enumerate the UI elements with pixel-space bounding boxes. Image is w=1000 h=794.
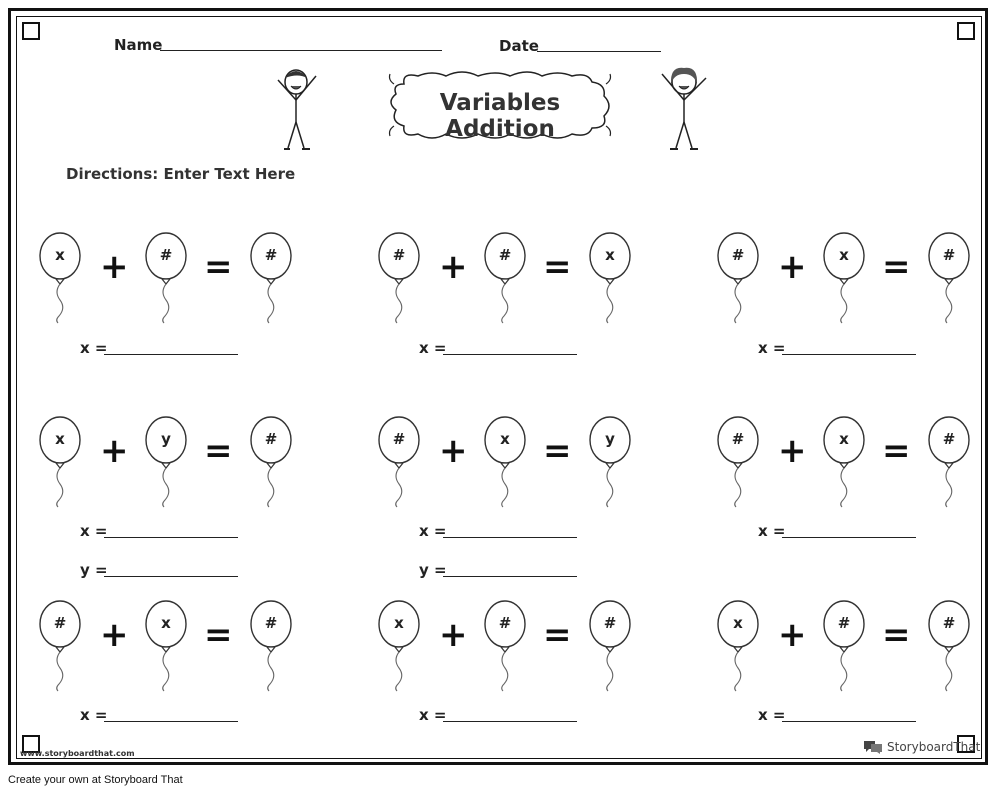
balloon-term: y	[605, 430, 615, 448]
equals-sign: =	[882, 431, 911, 471]
stick-figure-boy-icon	[268, 64, 324, 154]
balloon-term: #	[392, 246, 406, 264]
balloon-term: x	[55, 246, 65, 264]
balloon-term: x	[839, 430, 849, 448]
answer-blank[interactable]	[443, 354, 577, 355]
balloon-icon	[483, 600, 527, 696]
balloon-icon	[249, 600, 293, 696]
balloon-icon	[716, 416, 760, 512]
brand-name: StoryboardThat	[887, 740, 981, 754]
balloon-icon	[144, 600, 188, 696]
balloon-icon	[377, 416, 421, 512]
balloon-icon	[716, 232, 760, 328]
corner-square-top-right	[957, 22, 975, 40]
date-label: Date	[499, 37, 539, 55]
title-banner	[382, 66, 618, 144]
footer-caption: Create your own at Storyboard That	[8, 774, 183, 786]
balloon-icon	[716, 600, 760, 696]
plus-sign: +	[100, 431, 129, 471]
corner-square-top-left	[22, 22, 40, 40]
balloon-icon	[144, 232, 188, 328]
balloon-term: #	[942, 246, 956, 264]
equals-sign: =	[543, 247, 572, 287]
plus-sign: +	[439, 431, 468, 471]
balloon-icon	[377, 600, 421, 696]
balloon-icon	[588, 232, 632, 328]
balloon-term: x	[55, 430, 65, 448]
equals-sign: =	[882, 247, 911, 287]
answer-blank[interactable]	[104, 354, 238, 355]
plus-sign: +	[439, 247, 468, 287]
balloon-icon	[38, 232, 82, 328]
balloon-icon	[588, 416, 632, 512]
balloon-term: y	[161, 430, 171, 448]
balloon-icon	[822, 232, 866, 328]
balloon-term: #	[53, 614, 67, 632]
balloon-icon	[822, 600, 866, 696]
page-title: Variables Addition	[439, 90, 561, 142]
balloon-term: #	[498, 614, 512, 632]
answer-blank[interactable]	[782, 537, 916, 538]
plus-sign: +	[439, 615, 468, 655]
answer-blank[interactable]	[104, 721, 238, 722]
name-field[interactable]	[160, 50, 442, 51]
balloon-term: #	[837, 614, 851, 632]
balloon-term: x	[839, 246, 849, 264]
balloon-icon	[927, 416, 971, 512]
equals-sign: =	[882, 615, 911, 655]
plus-sign: +	[100, 615, 129, 655]
balloon-icon	[249, 232, 293, 328]
equals-sign: =	[204, 247, 233, 287]
answer-label: x =	[80, 522, 108, 540]
balloon-icon	[38, 416, 82, 512]
balloon-term: #	[159, 246, 173, 264]
answer-blank[interactable]	[443, 576, 577, 577]
balloon-term: #	[942, 614, 956, 632]
site-url-small: www.storyboardthat.com	[20, 749, 135, 758]
answer-label: x =	[758, 339, 786, 357]
balloon-term: #	[498, 246, 512, 264]
answer-label: x =	[419, 339, 447, 357]
speech-bubble-logo-icon	[862, 740, 884, 754]
balloon-term: #	[264, 430, 278, 448]
balloon-icon	[483, 416, 527, 512]
answer-label: x =	[80, 339, 108, 357]
date-field[interactable]	[537, 51, 661, 52]
balloon-icon	[822, 416, 866, 512]
plus-sign: +	[778, 615, 807, 655]
balloon-term: #	[264, 614, 278, 632]
equals-sign: =	[204, 615, 233, 655]
balloon-icon	[144, 416, 188, 512]
plus-sign: +	[778, 247, 807, 287]
balloon-icon	[249, 416, 293, 512]
balloon-term: #	[731, 246, 745, 264]
balloon-term: x	[394, 614, 404, 632]
plus-sign: +	[778, 431, 807, 471]
answer-label: y =	[80, 561, 108, 579]
answer-label: x =	[419, 706, 447, 724]
answer-label: x =	[758, 706, 786, 724]
balloon-icon	[927, 232, 971, 328]
balloon-term: #	[731, 430, 745, 448]
answer-label: y =	[419, 561, 447, 579]
plus-sign: +	[100, 247, 129, 287]
balloon-term: #	[603, 614, 617, 632]
answer-blank[interactable]	[104, 537, 238, 538]
answer-blank[interactable]	[782, 721, 916, 722]
answer-blank[interactable]	[443, 537, 577, 538]
balloon-term: x	[733, 614, 743, 632]
balloon-term: x	[500, 430, 510, 448]
name-label: Name	[114, 36, 163, 54]
balloon-icon	[588, 600, 632, 696]
storyboardthat-logo	[862, 740, 980, 754]
balloon-term: x	[605, 246, 615, 264]
answer-blank[interactable]	[782, 354, 916, 355]
answer-label: x =	[758, 522, 786, 540]
balloon-icon	[483, 232, 527, 328]
equals-sign: =	[204, 431, 233, 471]
directions-text: Directions: Enter Text Here	[66, 165, 296, 183]
equals-sign: =	[543, 431, 572, 471]
balloon-icon	[927, 600, 971, 696]
balloon-icon	[38, 600, 82, 696]
balloon-icon	[377, 232, 421, 328]
equals-sign: =	[543, 615, 572, 655]
balloon-term: x	[161, 614, 171, 632]
answer-blank[interactable]	[104, 576, 238, 577]
answer-blank[interactable]	[443, 721, 577, 722]
balloon-term: #	[392, 430, 406, 448]
answer-label: x =	[419, 522, 447, 540]
answer-label: x =	[80, 706, 108, 724]
balloon-term: #	[264, 246, 278, 264]
balloon-term: #	[942, 430, 956, 448]
stick-figure-girl-icon	[654, 64, 710, 154]
